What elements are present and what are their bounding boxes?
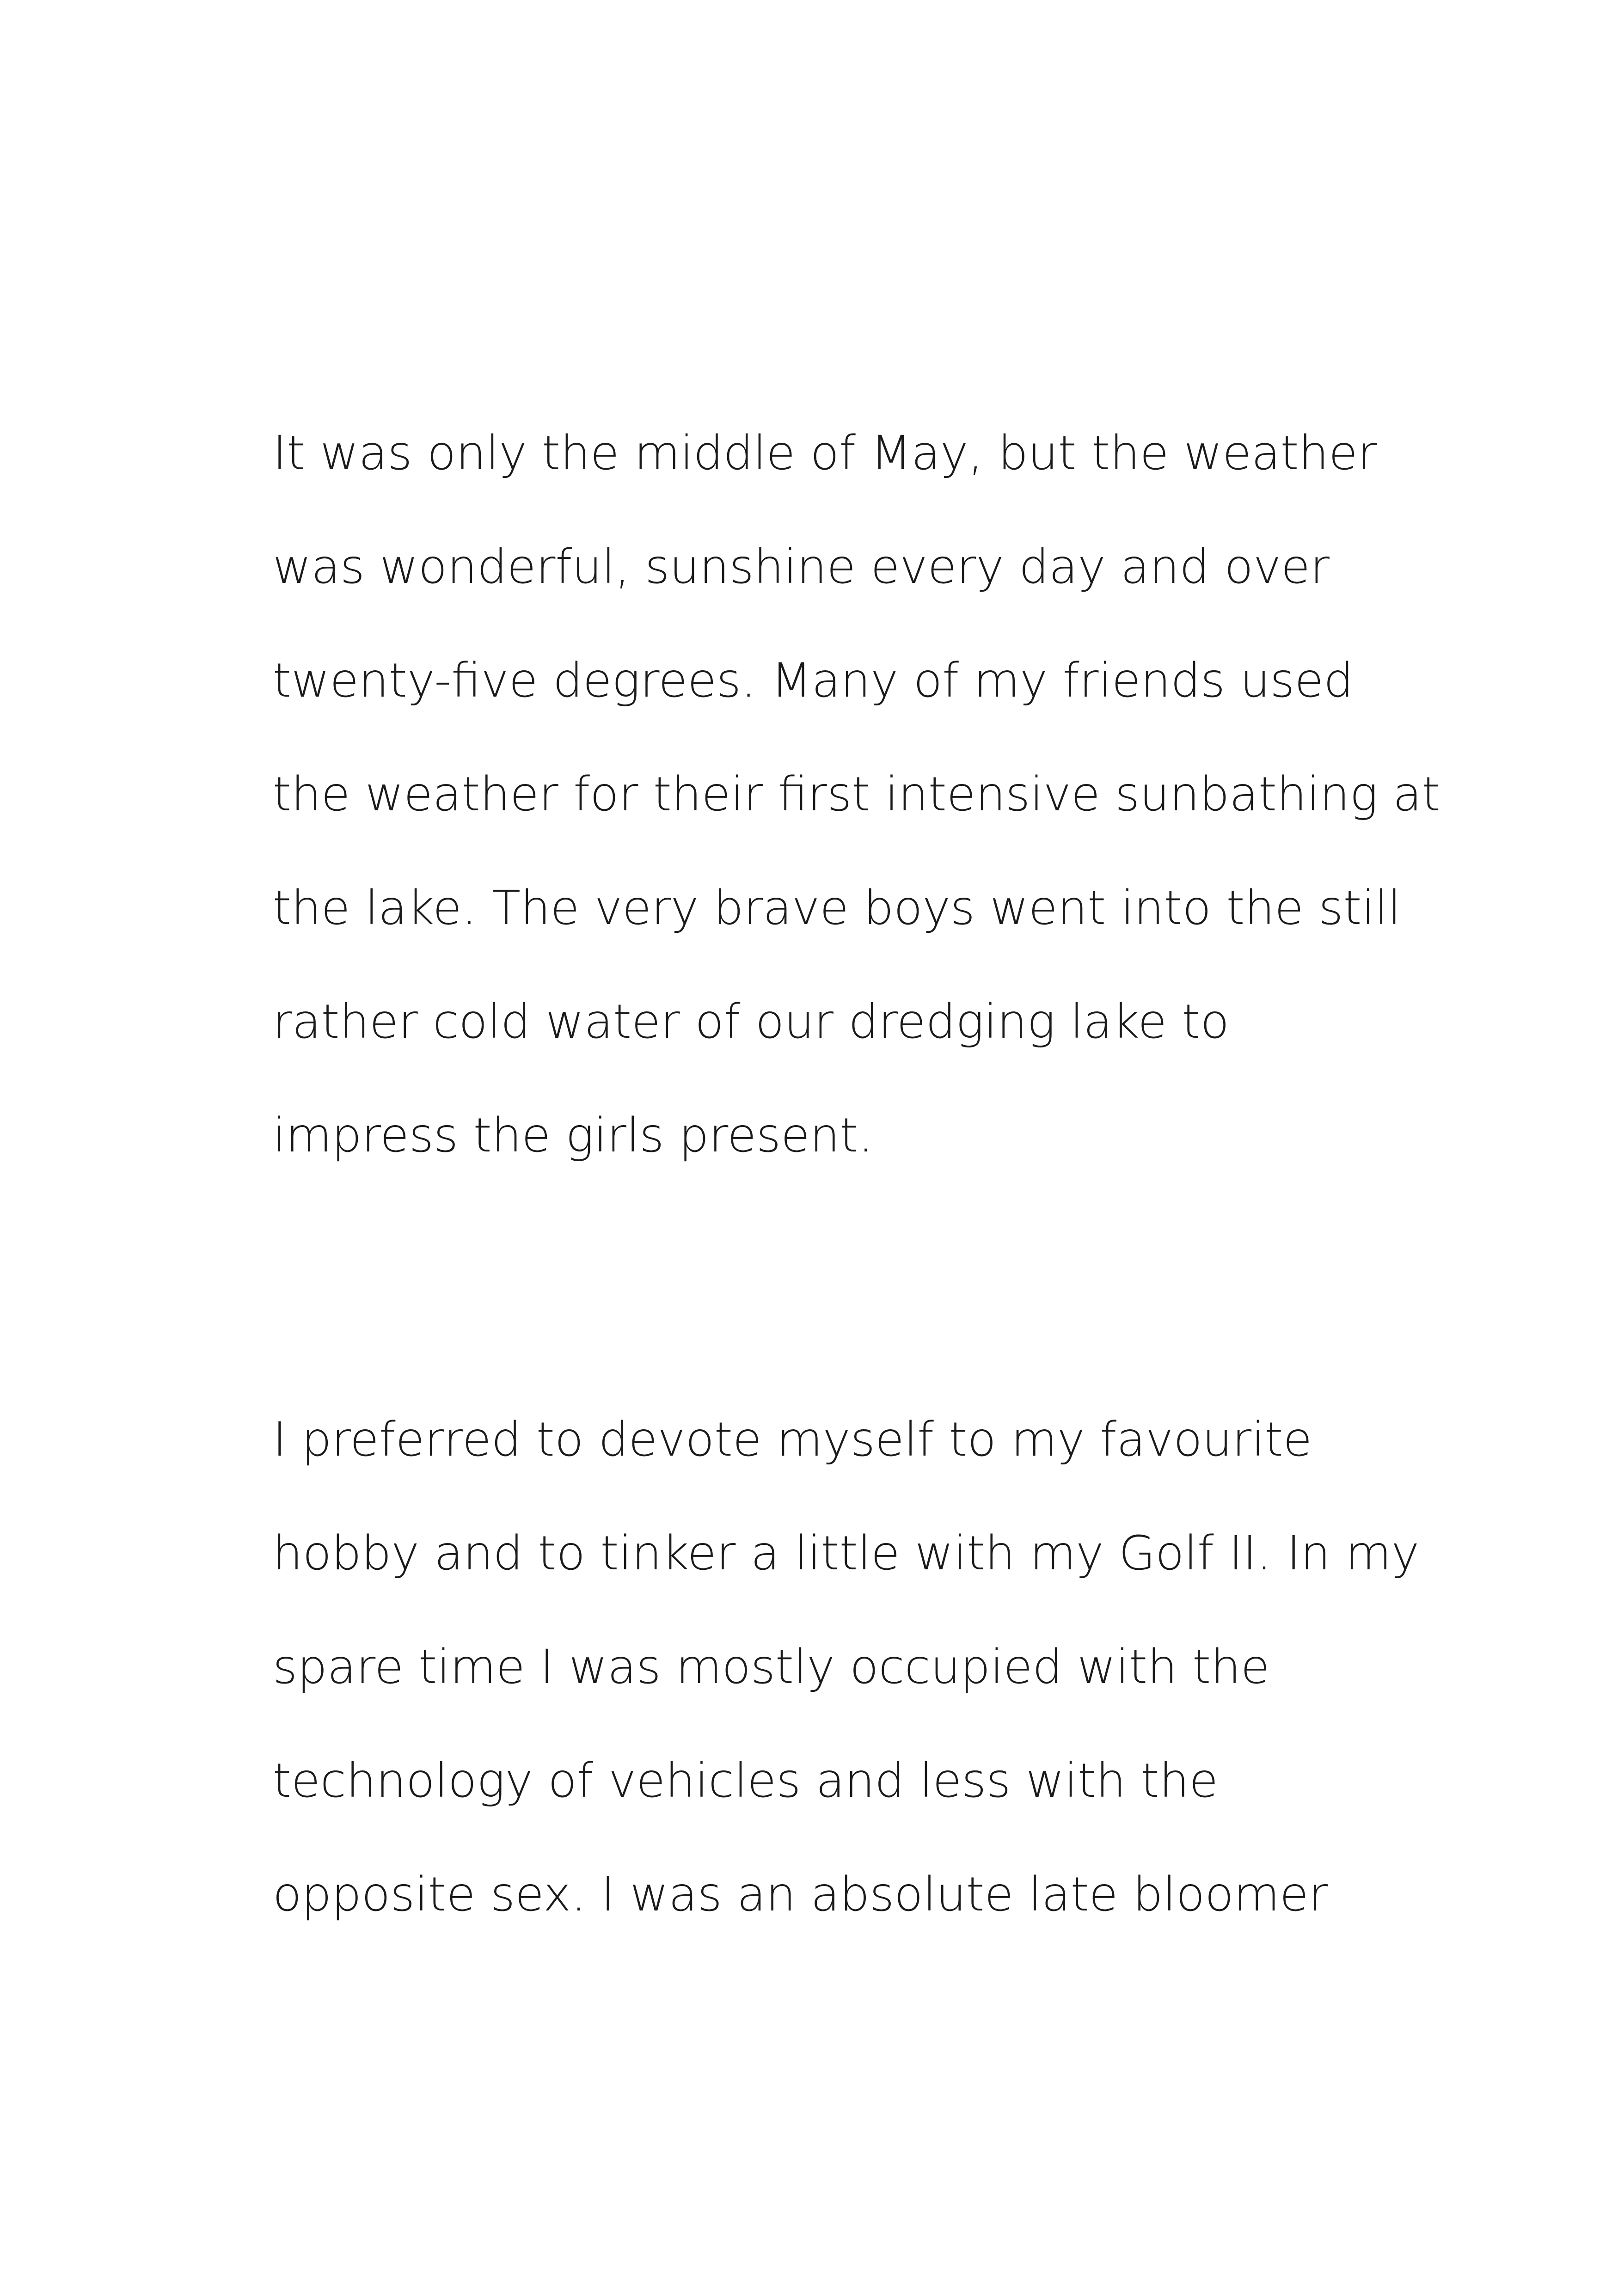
text-line: rather cold water of our dredging lake to — [273, 994, 1229, 1049]
text-line: hobby and to tinker a little with my Golf II. In my — [273, 1526, 1420, 1581]
text-line: the weather for their first intensive sunbathing at — [273, 767, 1440, 822]
text-line: I preferred to devote myself to my favourite — [273, 1412, 1312, 1467]
text-line: was wonderful, sunshine every day and over — [273, 539, 1330, 594]
text-line: impress the girls present. — [273, 1108, 873, 1163]
text-line: the lake. The very brave boys went into the still — [273, 881, 1401, 936]
text-line: twenty-five degrees. Many of my friends used — [273, 653, 1354, 708]
text-line: spare time I was mostly occupied with the — [273, 1640, 1270, 1695]
text-line: opposite sex. I was an absolute late bloomer — [273, 1867, 1328, 1922]
text-line: It was only the middle of May, but the weather — [273, 426, 1377, 481]
text-line: technology of vehicles and less with the — [273, 1753, 1219, 1808]
